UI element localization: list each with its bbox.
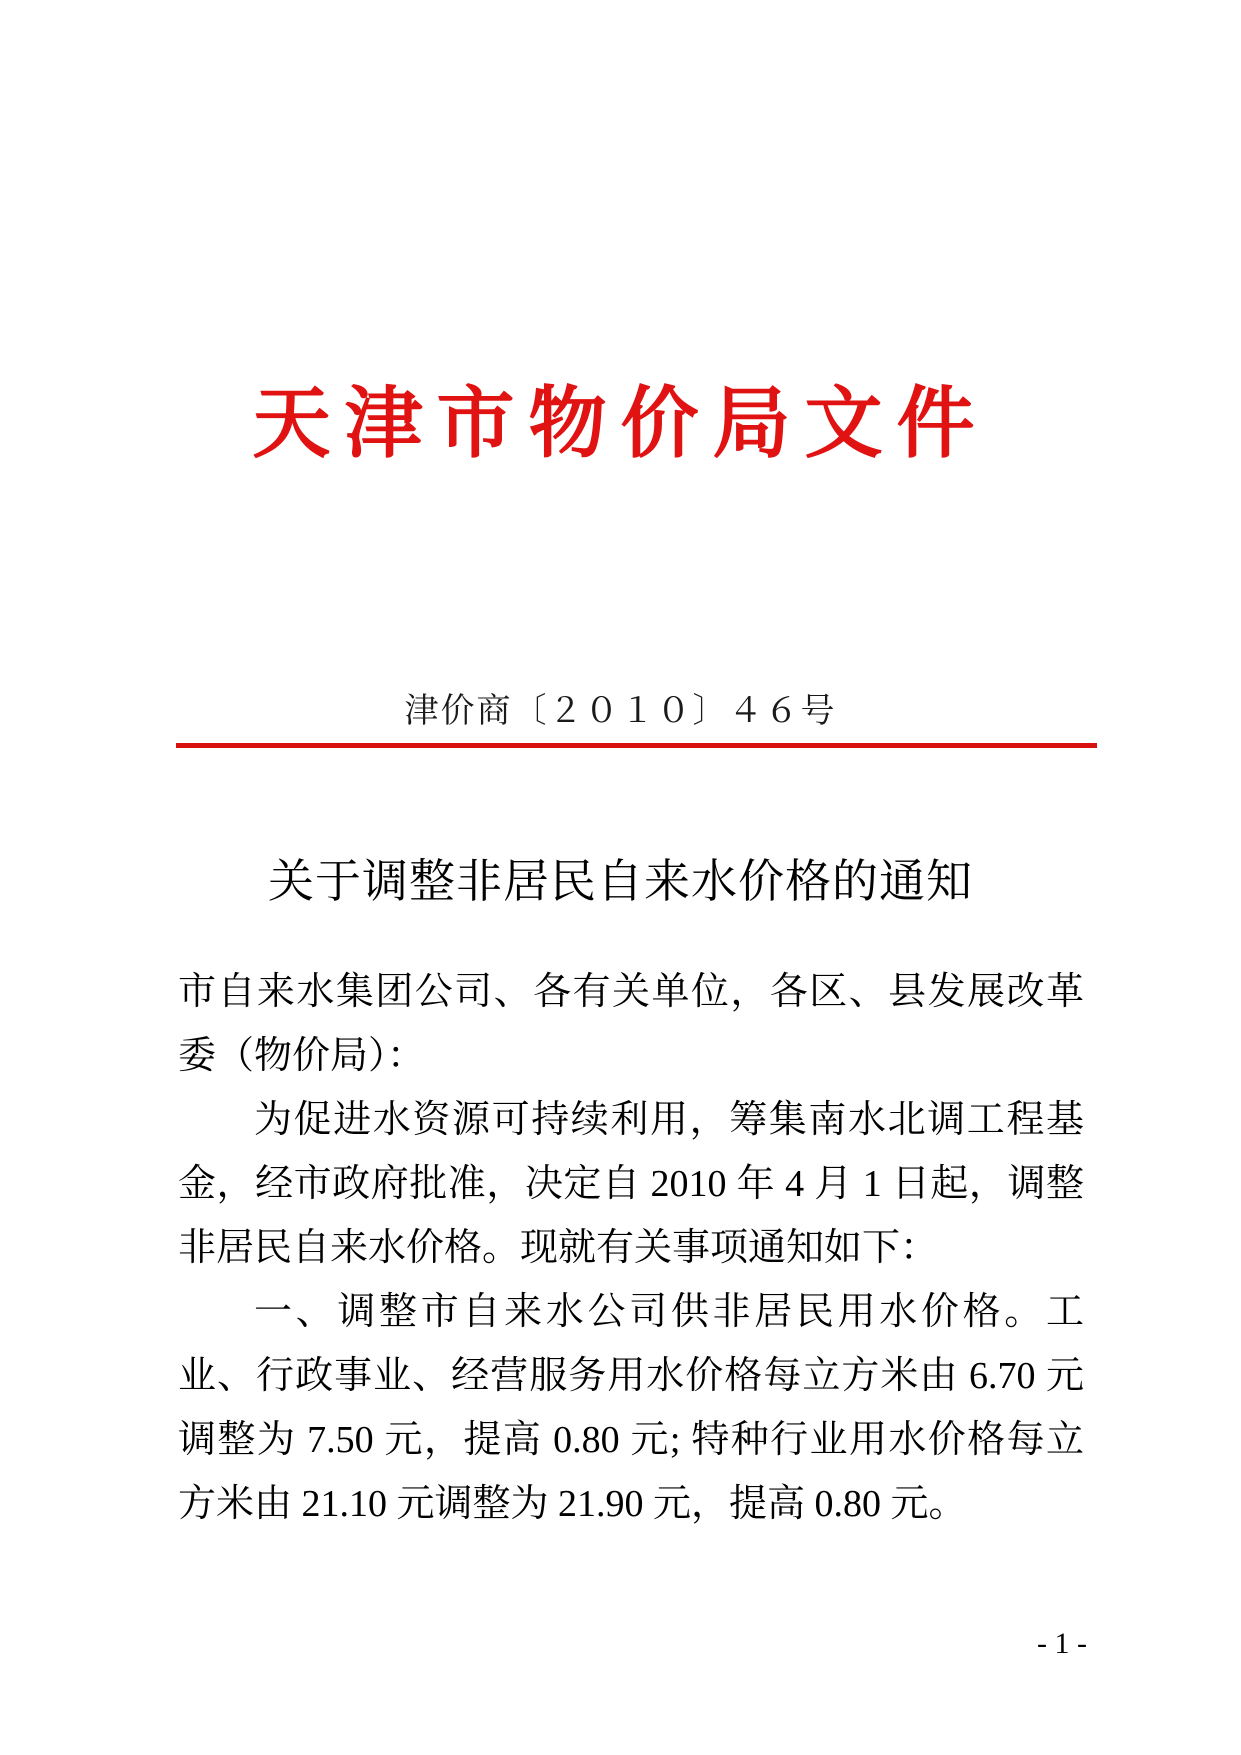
red-divider-rule — [176, 743, 1097, 748]
agency-header: 天津市物价局文件 — [252, 380, 989, 467]
paragraph-item-one: 一、调整市自来水公司供非居民用水价格。工业、行政事业、经营服务用水价格每立方米由 6.70 元调整为 7.50 元，提高 0.80 元; 特种行业用水价格每立方米由 21.10 元调整为 21.90 元，提高 0.80 元。 — [178, 1291, 1084, 1525]
document-number: 津价商〔２０１０〕４６号 — [404, 693, 837, 730]
paragraph-addressees: 市自来水集团公司、各有关单位，各区、县发展改革委（物价局）： — [178, 971, 1084, 1077]
document-body — [178, 960, 1084, 1536]
page-number: - 1 - — [1037, 1627, 1087, 1660]
notice-title: 关于调整非居民自来水价格的通知 — [268, 856, 973, 907]
paragraph-preamble: 为促进水资源可持续利用，筹集南水北调工程基金，经市政府批准，决定自 2010 年 4 月 1 日起，调整非居民自来水价格。现就有关事项通知如下： — [178, 1099, 1084, 1269]
